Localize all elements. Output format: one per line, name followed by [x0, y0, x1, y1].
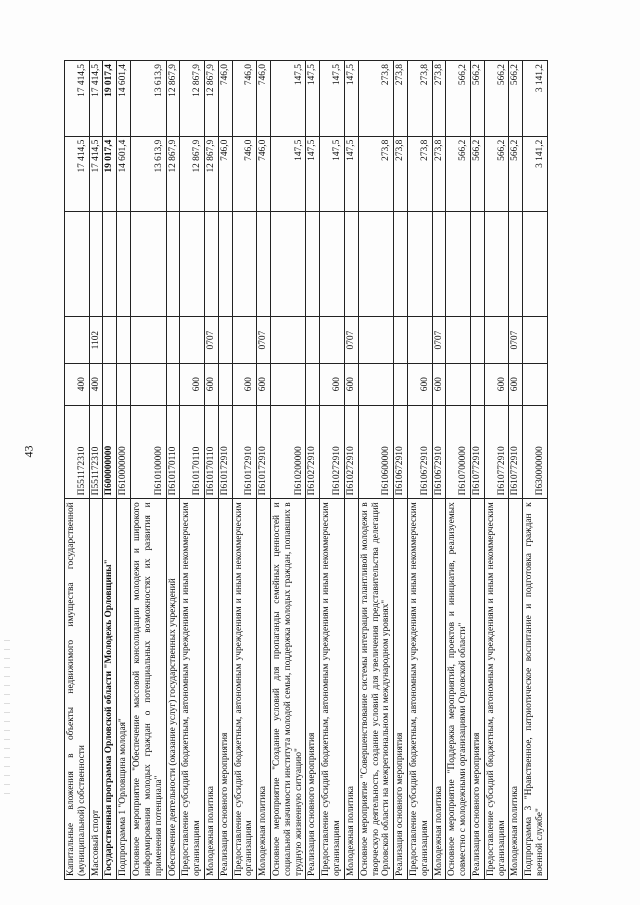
table-row: [166, 61, 180, 880]
table-row: [523, 61, 548, 880]
row-code-cell: П610200000: [271, 405, 306, 499]
row-name-cell: Подпрограмма 3 "Нравственное, патриотическое воспитание и подготовка граждан к военной службе": [523, 499, 548, 880]
row-name-cell: Предоставление субсидий бюджетным, автономным учреждениям и иным некоммерческим организациям: [407, 499, 432, 880]
row-section-cell: [523, 317, 548, 363]
row-amount-cell: 147,5: [271, 61, 306, 137]
row-amount-cell: 17 414,5: [89, 136, 103, 212]
row-section-cell: 1102: [89, 317, 103, 363]
row-blank-cell: [432, 212, 446, 317]
row-name-cell: Предоставление субсидий бюджетным, автономным учреждениям и иным некоммерческим организациям: [180, 499, 205, 880]
row-blank-cell: [204, 212, 218, 317]
table-row: [232, 61, 257, 880]
row-name-cell: Основное мероприятие "Создание условий для пропаганды семейных ценностей и социальной значимости института молодой семьи, поддержка молодых граждан, попавших в трудную жизненную ситуацию": [271, 499, 306, 880]
row-name-cell: Основное мероприятие "Поддержка мероприятий, проектов и инициатив, реализуемых совместно с молодежными организациями Орловской области": [446, 499, 471, 880]
row-code-cell: П610170110: [204, 405, 218, 499]
row-name-cell: Молодежная политика: [344, 499, 358, 880]
row-section-cell: [166, 317, 180, 363]
row-code-cell: П610170110: [166, 405, 180, 499]
row-expense-type-cell: [271, 363, 306, 405]
row-expense-type-cell: [306, 363, 320, 405]
table-row: [358, 61, 393, 880]
row-expense-type-cell: [394, 363, 408, 405]
row-expense-type-cell: 400: [89, 363, 103, 405]
row-amount-cell: 746,0: [218, 61, 232, 137]
row-blank-cell: [484, 212, 509, 317]
row-expense-type-cell: 600: [432, 363, 446, 405]
row-name-cell: Основное мероприятие "Совершенствование системы интеграции талантливой молодежи в творческую деятельность, создание условий для увеличения представительства делегаций Орловской области на межрегиональном и международном уровнях": [358, 499, 393, 880]
row-amount-cell: 273,8: [432, 136, 446, 212]
row-amount-cell: 19 017,4: [103, 61, 117, 137]
table-row: [204, 61, 218, 880]
row-name-cell: Предоставление субсидий бюджетным, автономным учреждениям и иным некоммерческим организациям: [232, 499, 257, 880]
row-code-cell: П610000000: [117, 405, 131, 499]
row-amount-cell: 17 414,5: [65, 136, 90, 212]
row-code-cell: П610672910: [432, 405, 446, 499]
row-blank-cell: [117, 212, 131, 317]
row-amount-cell: 14 601,4: [117, 61, 131, 137]
row-amount-cell: 147,5: [271, 136, 306, 212]
row-amount-cell: 19 017,4: [103, 136, 117, 212]
row-amount-cell: 273,8: [358, 136, 393, 212]
row-code-cell: П610272910: [306, 405, 320, 499]
row-amount-cell: 12 867,9: [204, 136, 218, 212]
table-row: [320, 61, 345, 880]
row-amount-cell: 273,8: [358, 61, 393, 137]
row-section-cell: 0707: [432, 317, 446, 363]
row-name-cell: Обеспечение деятельности (оказание услуг) государственных учреждений: [166, 499, 180, 880]
row-code-cell: П610170110: [180, 405, 205, 499]
row-blank-cell: [523, 212, 548, 317]
row-amount-cell: 566,2: [509, 136, 523, 212]
row-amount-cell: 17 414,5: [89, 61, 103, 137]
row-name-cell: Массовый спорт: [89, 499, 103, 880]
row-amount-cell: 273,8: [394, 61, 408, 137]
row-blank-cell: [394, 212, 408, 317]
row-amount-cell: 12 867,9: [166, 61, 180, 137]
row-code-cell: П551172310: [65, 405, 90, 499]
row-amount-cell: 566,2: [446, 136, 471, 212]
row-name-cell: Предоставление субсидий бюджетным, автономным учреждениям и иным некоммерческим организациям: [484, 499, 509, 880]
table-row: [117, 61, 131, 880]
row-section-cell: [65, 317, 90, 363]
row-section-cell: [407, 317, 432, 363]
row-amount-cell: 273,8: [394, 136, 408, 212]
row-code-cell: П610172910: [232, 405, 257, 499]
row-expense-type-cell: 600: [344, 363, 358, 405]
row-blank-cell: [306, 212, 320, 317]
row-code-cell: П610172910: [257, 405, 271, 499]
row-amount-cell: 12 867,9: [180, 136, 205, 212]
row-blank-cell: [65, 212, 90, 317]
row-name-cell: Основное мероприятие "Обеспечение массовой консолидации молодежи и широкого информирования молодых граждан о потенциальных возможностях их развития и применения потенциала": [131, 499, 166, 880]
table-row: [509, 61, 523, 880]
row-blank-cell: [232, 212, 257, 317]
row-section-cell: 0707: [344, 317, 358, 363]
page-number: 43: [21, 445, 36, 458]
row-amount-cell: 566,2: [446, 61, 471, 137]
row-code-cell: П610772910: [484, 405, 509, 499]
row-section-cell: [232, 317, 257, 363]
row-amount-cell: 746,0: [232, 136, 257, 212]
row-amount-cell: 147,5: [306, 61, 320, 137]
table-row: [432, 61, 446, 880]
row-amount-cell: 147,5: [320, 136, 345, 212]
row-section-cell: 0707: [257, 317, 271, 363]
row-section-cell: [271, 317, 306, 363]
row-expense-type-cell: 600: [509, 363, 523, 405]
row-name-cell: Реализация основного мероприятия: [306, 499, 320, 880]
table-row: [180, 61, 205, 880]
row-amount-cell: 746,0: [232, 61, 257, 137]
row-amount-cell: 566,2: [509, 61, 523, 137]
table-row: [484, 61, 509, 880]
row-expense-type-cell: [446, 363, 471, 405]
row-blank-cell: [358, 212, 393, 317]
row-blank-cell: [446, 212, 471, 317]
row-code-cell: П610272910: [320, 405, 345, 499]
row-expense-type-cell: [523, 363, 548, 405]
row-section-cell: [358, 317, 393, 363]
row-blank-cell: [407, 212, 432, 317]
row-amount-cell: 147,5: [306, 136, 320, 212]
row-expense-type-cell: 600: [407, 363, 432, 405]
row-name-cell: Молодежная политика: [257, 499, 271, 880]
row-amount-cell: 12 867,9: [166, 136, 180, 212]
row-blank-cell: [509, 212, 523, 317]
row-code-cell: П610700000: [446, 405, 471, 499]
row-blank-cell: [89, 212, 103, 317]
row-code-cell: П600000000: [103, 405, 117, 499]
row-section-cell: 0707: [509, 317, 523, 363]
row-name-cell: Государственная программа Орловской области "Молодежь Орловщины": [103, 499, 117, 880]
row-blank-cell: [218, 212, 232, 317]
row-amount-cell: 147,5: [344, 136, 358, 212]
row-name-cell: Молодежная политика: [432, 499, 446, 880]
row-section-cell: [131, 317, 166, 363]
row-section-cell: 0707: [204, 317, 218, 363]
row-amount-cell: 147,5: [344, 61, 358, 137]
row-expense-type-cell: [117, 363, 131, 405]
row-blank-cell: [131, 212, 166, 317]
row-name-cell: Молодежная политика: [509, 499, 523, 880]
scan-artifact: [4, 640, 10, 800]
row-code-cell: П610772910: [471, 405, 485, 499]
row-expense-type-cell: [218, 363, 232, 405]
row-section-cell: [471, 317, 485, 363]
table-row: [306, 61, 320, 880]
row-expense-type-cell: 600: [180, 363, 205, 405]
table-row: [271, 61, 306, 880]
row-section-cell: [446, 317, 471, 363]
table-row: [394, 61, 408, 880]
row-amount-cell: 746,0: [257, 61, 271, 137]
row-name-cell: Реализация основного мероприятия: [471, 499, 485, 880]
row-amount-cell: 566,2: [471, 136, 485, 212]
row-amount-cell: 566,2: [484, 136, 509, 212]
row-amount-cell: 12 867,9: [180, 61, 205, 137]
row-amount-cell: 273,8: [407, 136, 432, 212]
row-amount-cell: 13 613,9: [131, 61, 166, 137]
row-amount-cell: 566,2: [471, 61, 485, 137]
rotated-table-container: [64, 20, 604, 880]
row-amount-cell: 3 141,2: [523, 61, 548, 137]
row-expense-type-cell: [131, 363, 166, 405]
table-row: [344, 61, 358, 880]
row-expense-type-cell: 600: [204, 363, 218, 405]
budget-table-body: [65, 61, 548, 880]
row-section-cell: [320, 317, 345, 363]
row-amount-cell: 746,0: [257, 136, 271, 212]
row-blank-cell: [257, 212, 271, 317]
row-code-cell: П610172910: [218, 405, 232, 499]
row-code-cell: П610100000: [131, 405, 166, 499]
table-row: [407, 61, 432, 880]
row-expense-type-cell: [103, 363, 117, 405]
row-amount-cell: 17 414,5: [65, 61, 90, 137]
budget-table: [64, 60, 548, 880]
row-expense-type-cell: 600: [484, 363, 509, 405]
row-code-cell: П610272910: [344, 405, 358, 499]
row-code-cell: П610672910: [407, 405, 432, 499]
table-row: [131, 61, 166, 880]
row-amount-cell: 273,8: [407, 61, 432, 137]
row-expense-type-cell: 600: [232, 363, 257, 405]
row-expense-type-cell: 600: [257, 363, 271, 405]
row-code-cell: П630000000: [523, 405, 548, 499]
row-name-cell: Реализация основного мероприятия: [218, 499, 232, 880]
row-blank-cell: [320, 212, 345, 317]
row-amount-cell: 147,5: [320, 61, 345, 137]
row-amount-cell: 14 601,4: [117, 136, 131, 212]
row-code-cell: П610672910: [394, 405, 408, 499]
row-section-cell: [394, 317, 408, 363]
row-blank-cell: [471, 212, 485, 317]
row-section-cell: [117, 317, 131, 363]
row-amount-cell: 746,0: [218, 136, 232, 212]
row-section-cell: [103, 317, 117, 363]
row-expense-type-cell: [471, 363, 485, 405]
row-section-cell: [218, 317, 232, 363]
table-row: [218, 61, 232, 880]
row-blank-cell: [180, 212, 205, 317]
row-name-cell: Молодежная политика: [204, 499, 218, 880]
table-row: [103, 61, 117, 880]
row-amount-cell: 3 141,2: [523, 136, 548, 212]
row-blank-cell: [103, 212, 117, 317]
row-amount-cell: 12 867,9: [204, 61, 218, 137]
row-blank-cell: [344, 212, 358, 317]
row-amount-cell: 13 613,9: [131, 136, 166, 212]
row-blank-cell: [271, 212, 306, 317]
row-code-cell: П610772910: [509, 405, 523, 499]
table-row: [257, 61, 271, 880]
row-expense-type-cell: [358, 363, 393, 405]
row-amount-cell: 566,2: [484, 61, 509, 137]
row-code-cell: П551172310: [89, 405, 103, 499]
row-name-cell: Предоставление субсидий бюджетным, автономным учреждениям и иным некоммерческим организациям: [320, 499, 345, 880]
table-row: [89, 61, 103, 880]
row-section-cell: [484, 317, 509, 363]
row-name-cell: Капитальные вложения в объекты недвижимого имущества государственной (муниципальной) собственности: [65, 499, 90, 880]
row-amount-cell: 273,8: [432, 61, 446, 137]
row-expense-type-cell: 600: [320, 363, 345, 405]
row-name-cell: Подпрограмма 1 "Орловщина молодая": [117, 499, 131, 880]
row-section-cell: [306, 317, 320, 363]
row-expense-type-cell: [166, 363, 180, 405]
row-blank-cell: [166, 212, 180, 317]
table-row: [471, 61, 485, 880]
row-section-cell: [180, 317, 205, 363]
row-name-cell: Реализация основного мероприятия: [394, 499, 408, 880]
row-code-cell: П610600000: [358, 405, 393, 499]
table-row: [446, 61, 471, 880]
table-row: [65, 61, 90, 880]
row-expense-type-cell: 400: [65, 363, 90, 405]
